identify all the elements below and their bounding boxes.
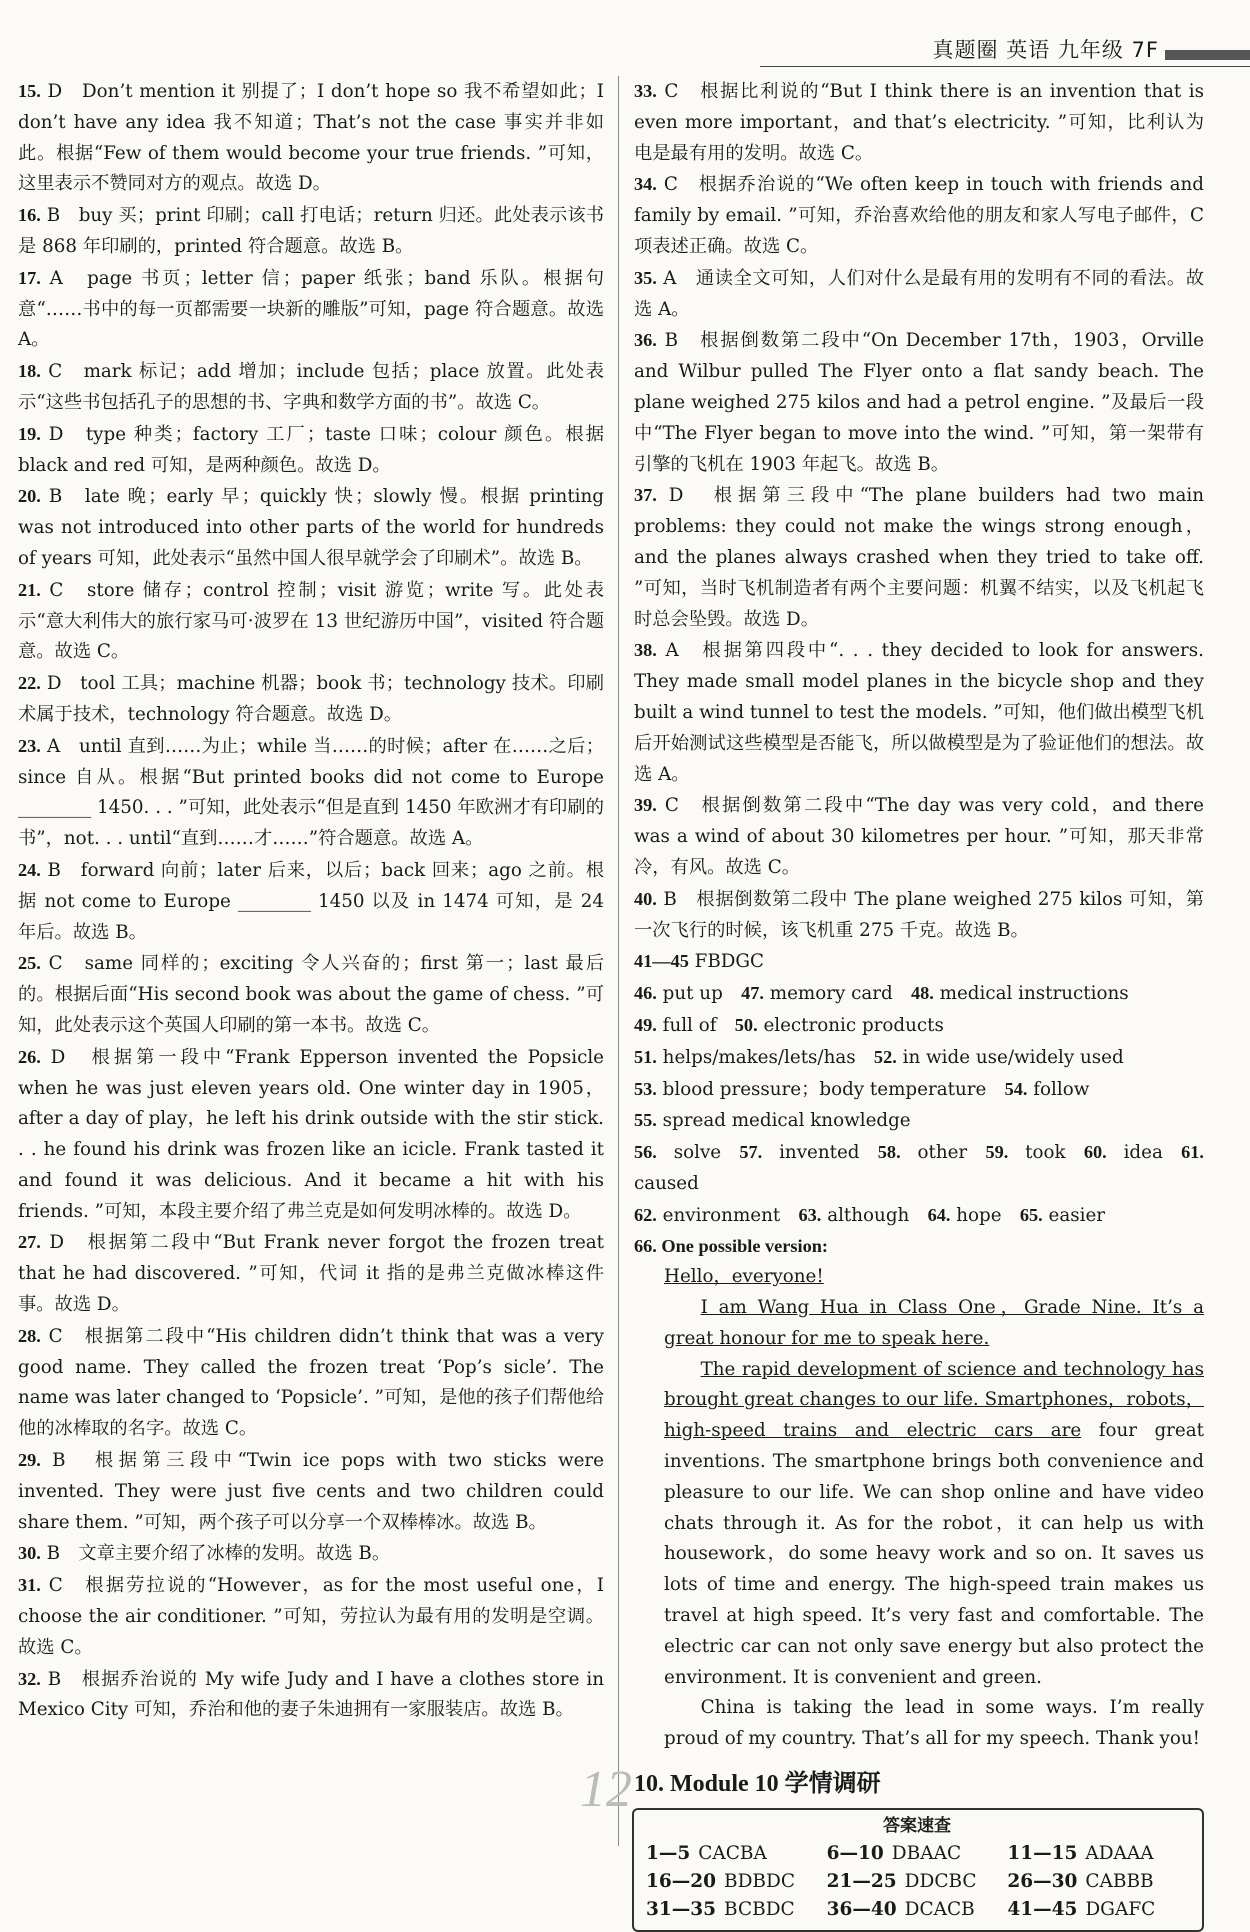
item-number: 57. [739,1142,763,1163]
item-text: B 根据倒数第二段中 The plane weighed 275 kilos 可知，第一次飞行的时候，该飞机重 275 千克。故选 B。 [634,888,1205,941]
answer-letters: ADAAA [1085,1842,1154,1864]
answer-item [18,1664,604,1727]
item-text: although [827,1204,910,1226]
item-number: 60. [1083,1142,1107,1163]
item-text: B 文章主要介绍了冰棒的发明。故选 B。 [46,1543,391,1565]
answer-range: 26—30 [1007,1870,1078,1892]
item-text: electronic products [763,1014,944,1036]
item-text: caused [634,1172,699,1194]
answer-key-cell [827,1840,1008,1868]
right-column [634,76,1204,1932]
essay-greeting: Hello，everyone! [664,1266,824,1288]
item-number: 20. [18,486,41,507]
answer-key-row [646,1840,1188,1868]
item-number: 21. [18,579,41,600]
item-text: easier [1048,1204,1106,1226]
answer-item [634,790,1204,883]
item-number: 61. [1181,1142,1204,1163]
essay-p1-text: I am Wang Hua in Class One，Grade Nine. It’s a great honour for me to speak here. [664,1297,1204,1349]
item-number: 52. [873,1046,897,1067]
item-text: A 根据第四段中“. . . they decided to look for answers. They made small model planes in the bicycle shop and they built a wind tunnel to test the models. ”可知，他们做出模型飞机后开始测试这些模型是否能飞，所以做模型是为了验证他们的想法。故选 A。 [634,640,1204,785]
item-number: 23. [18,735,41,756]
item-number: 29. [18,1450,41,1471]
item-number: 30. [18,1543,41,1564]
item-number: 37. [634,485,657,506]
item-number: 58. [877,1142,901,1163]
answer-key-cell [646,1868,827,1896]
essay-label: 66. One possible version: [634,1236,828,1257]
answer-item [18,356,604,419]
item-number: 56. [634,1142,657,1163]
answer-range: 1—5 [646,1842,691,1864]
answer-item [18,419,604,482]
answer-letters: BDBDC [724,1870,796,1892]
item-number: 16. [18,205,41,226]
item-number: 34. [634,174,657,195]
item-text: follow [1033,1078,1090,1100]
item-number: 39. [634,795,657,816]
item-number: 15. [18,81,41,101]
answer-key-cell [1007,1868,1188,1896]
answer-range: 41—45 [1007,1898,1078,1920]
answer-item [634,76,1204,169]
answer-item [18,481,604,574]
item-text: other [917,1142,968,1164]
essay [634,1231,1204,1755]
short-answer-line [634,978,1204,1010]
answer-letters: DCACB [904,1898,975,1920]
item-text: B 根据第三段中“Twin ice pops with two sticks were invented. They were just five cents and two children could share them. ”可知，两个孩子可以分享一个双棒棒冰。故选 B。 [18,1450,604,1533]
header-rule [760,66,1250,67]
item-text: blood pressure；body temperature [662,1078,987,1100]
item-text: environment [662,1204,781,1226]
item-text: full of [662,1014,717,1036]
answer-item [634,263,1204,326]
answer-key-row [646,1896,1188,1924]
item-text: medical instructions [939,983,1129,1005]
item-number: 26. [18,1046,41,1067]
item-number: 18. [18,361,41,382]
answer-item [634,884,1204,947]
essay-paragraph-3: China is taking the lead in some ways. I’m really proud of my country. That’s all for my speech. Thank you! [664,1697,1204,1750]
short-answer-line [634,1074,1204,1106]
right-items [634,76,1204,946]
item-text: D 根据第一段中“Frank Epperson invented the Popsicle when he was just eleven years old. One winter day in 1905，after a day of play，he left his drink outside with the stir stick. . . he found his drink was frozen like an icicle. Frank tasted it and found it was delicious. And it became a hit with his friends. ”可知，本段主要介绍了弗兰克是如何发明冰棒的。故选 D。 [18,1046,605,1222]
item-text: A until 直到……为止；while 当……的时候；after 在……之后；since 自从。根据“But printed books did not come to Europe ________ 1450. . . ”可知，此处表示“但是直到 1450 年欧洲才有印刷的书”，not. . . until“直到……才……”符合题意。故选 A。 [18,735,605,850]
item-number: 54. [1004,1078,1028,1099]
answer-letters: BCBDC [724,1898,795,1920]
answer-item [18,731,604,855]
answer-item [634,635,1204,790]
item-number: 17. [18,267,41,288]
answer-range: 11—15 [1007,1842,1078,1864]
answer-item [634,325,1204,480]
item-number: 51. [634,1046,657,1067]
short-answer-line [634,1105,1204,1137]
item-number: 24. [18,859,41,880]
item-text: invented [779,1142,860,1164]
item-text: D type 种类；factory 工厂；taste 口味；colour 颜色。根据 black and red 可知，是两种颜色。故选 D。 [18,423,604,476]
item-text: B forward 向前；later 后来，以后；back 回来；ago 之前。根据 not come to Europe ________ 1450 以及 in 1474 可知，是 24 年后。故选 B。 [18,859,605,943]
item-text: B late 晚；early 早；quickly 快；slowly 慢。根据 printing was not introduced into other parts of the world for hundreds of years 可知，此处表示“虽然中国人很早就学会了印刷术”。故选 B。 [18,486,604,569]
page-number: 12 [580,1761,632,1818]
answer-key-title: 答案速查 [883,1815,951,1836]
item-text: memory card [769,983,893,1005]
item-number: 35. [634,267,657,288]
item-text: B 根据倒数第二段中“On December 17th，1903，Orville and Wilbur pulled The Flyer onto a flat sandy beach. The plane weighed 275 kilos and had a petrol engine. ”及最后一段中“The Flyer began to move into the wind. ”可知，第一架带有引擎的飞机在 1903 年起飞。故选 B。 [634,330,1204,475]
short-answers [634,946,1204,1231]
item-text: helps/makes/lets/has [662,1046,856,1068]
answer-item [18,575,604,668]
item-number: 40. [634,888,657,909]
item-number: 33. [634,81,657,101]
item-number: 36. [634,330,657,351]
answer-letters: CACBA [698,1842,767,1864]
item-text: took [1025,1142,1066,1164]
answer-key-rows [646,1840,1188,1924]
item-number: 55. [634,1110,657,1131]
answer-item [18,1321,604,1445]
item-text: FBDGC [694,951,765,973]
item-number: 64. [927,1204,951,1225]
essay-paragraph-1 [634,1293,1204,1355]
answer-key-row [646,1868,1188,1896]
short-answer-line [634,1010,1204,1042]
answer-range: 31—35 [646,1898,716,1920]
header-bar [1165,50,1250,60]
item-text: D Don’t mention it 别提了；I don’t hope so 我不希望如此；I don’t have any idea 我不知道；That’s not the case 事实并非如此。根据“Few of them would become your true friends. ”可知，这里表示不赞同对方的观点。故选 D。 [18,81,604,195]
item-text: solve [673,1142,722,1164]
item-text: B buy 买；print 印刷；call 打电话；return 归还。此处表示该书是 868 年印刷的，printed 符合题意。故选 B。 [18,205,605,257]
item-number: 49. [634,1014,657,1035]
short-answer-line [634,1042,1204,1074]
item-number: 59. [985,1142,1009,1163]
answer-letters: DDCBC [904,1870,977,1892]
item-number: 48. [910,983,934,1004]
answer-item [18,1570,604,1663]
item-text: put up [662,983,723,1005]
item-text: D 根据第二段中“But Frank never forgot the frozen treat that he had discovered. ”可知，代词 it 指的是弗兰克做冰棒这件事。故选 D。 [18,1232,605,1316]
page-header [830,32,1250,66]
item-text: C 根据倒数第二段中“The day was very cold，and there was a wind of about 30 kilometres per hour. ”可知，那天非常冷，有风。故选 C。 [634,795,1204,878]
short-answer-line [634,946,1204,978]
item-number: 22. [18,673,41,694]
answer-item [18,1538,604,1570]
item-text: B 根据乔治说的 My wife Judy and I have a clothes store in Mexico City 可知，乔治和他的妻子朱迪拥有一家服装店。故选 B。 [18,1668,605,1721]
essay-paragraph-2 [634,1355,1204,1694]
answer-key-cell [1007,1896,1188,1924]
item-number: 27. [18,1232,41,1253]
item-text: idea [1123,1142,1163,1164]
answer-key-cell [1007,1840,1188,1868]
item-text: C store 储存；control 控制；visit 游览；write 写。此处表示“意大利伟大的旅行家马可·波罗在 13 世纪游历中国”，visited 符合题意。故选 C。 [18,579,605,663]
item-number: 38. [634,640,657,661]
answer-range: 36—40 [826,1898,897,1920]
item-number: 19. [18,423,41,444]
item-text: in wide use/widely used [902,1046,1124,1068]
short-answer-line [634,1137,1204,1200]
answer-item [18,1445,604,1538]
module-heading: 10. Module 10 学情调研 [634,1771,881,1798]
answer-letters: DBAAC [891,1842,962,1864]
answer-item [634,169,1204,262]
item-number: 41—45 [634,951,689,972]
item-number: 62. [634,1204,657,1225]
essay-p2-underlined: The rapid development of science and technology has brought great changes to our life. Smartphones，robots，high-speed trains and electric cars are [664,1358,1204,1442]
answer-item [18,200,604,263]
answer-item [18,1042,604,1228]
answer-key-cell [827,1896,1008,1924]
item-number: 53. [634,1078,657,1099]
item-text: C mark 标记；add 增加；include 包括；place 放置。此处表示“这些书包括孔子的思想的书、字典和数学方面的书”。故选 C。 [18,361,605,413]
header-text: 真题圈 英语 九年级 7F [932,38,1159,62]
item-number: 28. [18,1325,41,1346]
item-text: D 根据第三段中“The plane builders had two main problems: they could not make the wings strong enough，and the planes always crashed when they tried to take off. ”可知，当时飞机制造者有两个主要问题：机翼不结实，以及飞机起飞时总会坠毁。故选 D。 [634,485,1204,630]
item-number: 63. [798,1204,822,1225]
item-text: C same 同样的；exciting 令人兴奋的；first 第一；last 最后的。根据后面“His second book was about the game of chess. ”可知，此处表示这个英国人印刷的第一本书。故选 C。 [18,953,605,1036]
answer-item [18,668,604,731]
answer-item [18,855,604,948]
column-divider [618,76,619,1846]
item-number: 46. [634,983,657,1004]
item-text: A page 书页；letter 信；paper 纸张；band 乐队。根据句意“……书中的每一页都需要一块新的雕版”可知，page 符合题意。故选 A。 [18,267,604,351]
essay-p2-rest: four great inventions. The smartphone brings both convenience and pleasure to our life. We can shop online and have video chats through it. As for the robot，it can help us with housework，do some heavy work and so on. It saves us lots of time and energy. The high-speed train makes us travel at high speed. It’s very fast and comfortable. The electric car can not only save energy but also protect the environment. It is convenient and green. [664,1420,1204,1688]
answer-letters: DGAFC [1085,1898,1156,1920]
answer-range: 6—10 [826,1842,884,1864]
item-number: 32. [18,1668,41,1689]
item-text: C 根据第二段中“His children didn’t think that was a very good name. They called the frozen treat ‘Pop’s sicle’. The name was later changed to ‘Popsicle’. ”可知，是他的孩子们帮他给他的冰棒取的名字。故选 C。 [18,1325,604,1440]
item-text: C 根据比利说的“But I think there is an invention that is even more important，and that’s electricity. ”可知，比利认为电是最有用的发明。故选 C。 [634,81,1204,164]
answer-item [18,948,604,1041]
left-column [18,76,604,1726]
item-text: D tool 工具；machine 机器；book 书；technology 技术。印刷术属于技术，technology 符合题意。故选 D。 [18,673,604,725]
answer-item [634,480,1204,635]
answer-item [18,76,604,200]
answer-letters: CABBB [1085,1870,1154,1892]
answer-range: 21—25 [826,1870,897,1892]
item-text: C 根据乔治说的“We often keep in touch with friends and family by email. ”可知，乔治喜欢给他的朋友和家人写电子邮件，C 项表述正确。故选 C。 [634,174,1205,257]
item-number: 50. [734,1014,758,1035]
answer-key-cell [646,1896,827,1924]
answer-key-cell [827,1868,1008,1896]
item-number: 31. [18,1575,41,1596]
item-text: hope [956,1204,1002,1226]
item-number: 47. [741,983,764,1004]
item-number: 65. [1019,1204,1043,1225]
answer-item [18,1227,604,1320]
item-text: C 根据劳拉说的“However，as for the most useful one，I choose the air conditioner. ”可知，劳拉认为最有用的发明是空调。故选 C。 [18,1575,604,1658]
item-text: A 通读全文可知，人们对什么是最有用的发明有不同的看法。故选 A。 [634,267,1205,320]
answer-item [18,263,604,356]
answer-range: 16—20 [646,1870,716,1892]
item-text: spread medical knowledge [662,1110,911,1132]
item-number: 25. [18,953,41,974]
short-answer-line [634,1200,1204,1232]
answer-key-cell [646,1840,827,1868]
